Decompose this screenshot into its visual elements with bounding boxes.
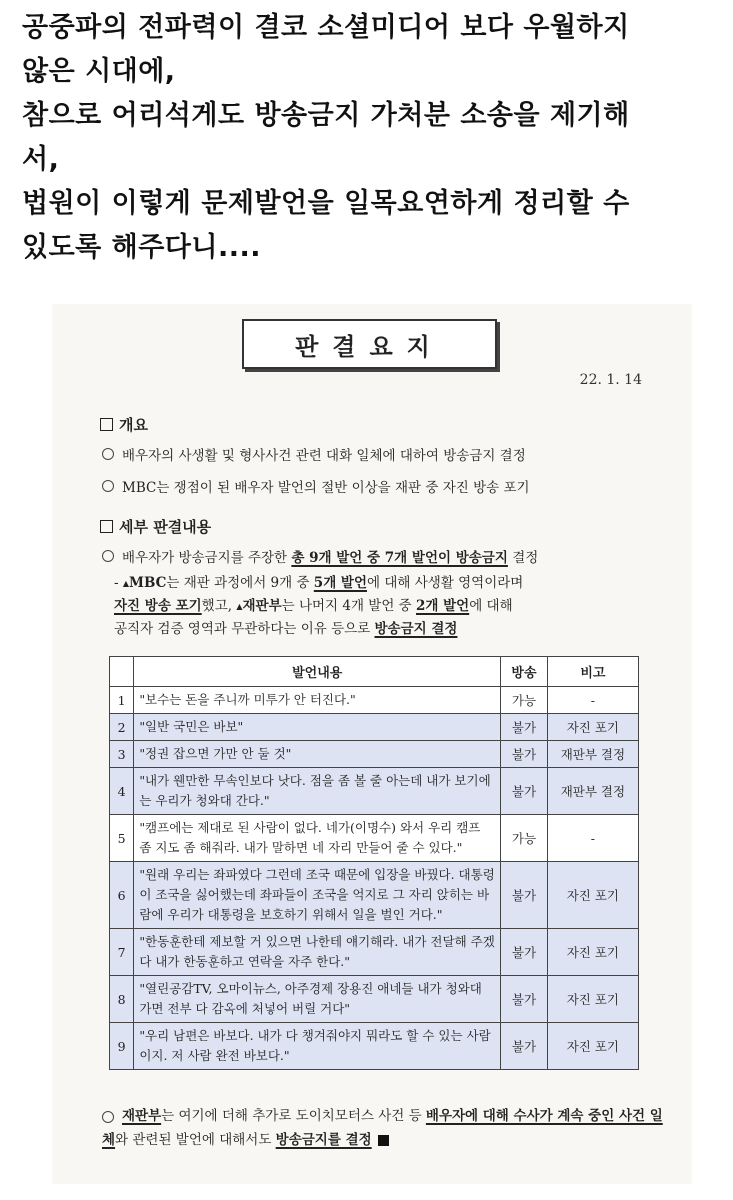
row-number: 4: [110, 768, 134, 815]
row-content: "일반 국민은 바보": [134, 714, 501, 741]
row-status: 불가: [501, 976, 548, 1023]
row-content: "보수는 돈을 주니까 미투가 안 터진다.": [134, 687, 501, 714]
triangle-marker-icon: ▲: [122, 579, 130, 588]
court-document-image: [52, 304, 692, 1184]
document-title: 판결요지: [242, 319, 497, 369]
row-status: 불가: [501, 768, 548, 815]
table-row: [110, 815, 639, 862]
row-number: 9: [110, 1023, 134, 1070]
document-date: 22. 1. 14: [579, 372, 642, 388]
row-content: "열린공감TV, 오마이뉴스, 아주경제 장용진 애네들 내가 청와대 가면 전부 다 감옥에 처넣어 버릴 거다": [134, 976, 501, 1023]
row-note: 자진 포기: [547, 976, 638, 1023]
row-status: 가능: [501, 687, 548, 714]
details-bullet: [102, 546, 538, 566]
row-number: 2: [110, 714, 134, 741]
details-bullet-text: 배우자가 방송금지를 주장한 총 9개 발언 중 7개 발언이 방송금지 결정: [122, 550, 539, 566]
row-status: 불가: [501, 862, 548, 929]
row-status: 불가: [501, 714, 548, 741]
circle-bullet-icon: [102, 480, 114, 492]
row-number: 6: [110, 862, 134, 929]
row-status: 불가: [501, 929, 548, 976]
section-details-heading: [100, 516, 211, 537]
row-note: -: [547, 815, 638, 862]
overview-bullet-text: 배우자의 사생활 및 형사사건 관련 대화 일체에 대하여 방송금지 결정: [122, 448, 526, 464]
row-note: 재판부 결정: [547, 741, 638, 768]
row-content: "내가 웬만한 무속인보다 낫다. 점을 좀 볼 줄 아는데 내가 보기에는 우리가 청와대 간다.": [134, 768, 501, 815]
header-note: 비고: [547, 657, 638, 687]
row-note: 자진 포기: [547, 929, 638, 976]
row-content: "원래 우리는 좌파였다 그런데 조국 때문에 입장을 바꿨다. 대통령이 조국을 싫어했는데 좌파들이 조국을 억지로 그 자리 앉히는 바람에 우리가 대통령을 보호하기 위해서 일을 벌인 거다.": [134, 862, 501, 929]
section-overview-label: 개요: [119, 416, 148, 434]
table-row: [110, 929, 639, 976]
overview-bullet: [102, 444, 526, 464]
statements-table: [109, 656, 639, 1070]
header-content: 발언내용: [134, 657, 501, 687]
row-content: "한동훈한테 제보할 거 있으면 나한테 얘기해라. 내가 전달해 주겠다 내가 한동훈하고 연락을 자주 한다.": [134, 929, 501, 976]
row-number: 5: [110, 815, 134, 862]
footer-paragraph: 재판부는 여기에 더해 추가로 도이치모터스 사건 등 배우자에 대해 수사가 계속 중인 사건 일체와 관련된 발언에 대해서도 방송금지를 결정: [102, 1108, 663, 1148]
post-caption: [22, 6, 722, 270]
table-row: [110, 741, 639, 768]
details-paragraph: - ▲MBC는 재판 과정에서 9개 중 5개 발언에 대해 사생활 영역이라며 자진 방송 포기했고, ▲재판부는 나머지 4개 발언 중 2개 발언에 대해 공직자 검증 영역과 무관하다는 이유 등으로 방송금지 결정: [114, 572, 674, 641]
row-status: 불가: [501, 1023, 548, 1070]
caption-line: 있도록 해주다니....: [22, 232, 262, 263]
header-status: 방송: [501, 657, 548, 687]
row-note: 자진 포기: [547, 1023, 638, 1070]
table-row: [110, 768, 639, 815]
row-number: 7: [110, 929, 134, 976]
table-row: [110, 714, 639, 741]
header-corner-cell: [110, 657, 134, 687]
section-details-label: 세부 판결내용: [119, 518, 212, 536]
end-square-icon: [378, 1135, 389, 1146]
row-status: 가능: [501, 815, 548, 862]
triangle-marker-icon: ▲: [236, 602, 243, 611]
square-bullet-icon: [100, 418, 113, 431]
row-number: 8: [110, 976, 134, 1023]
table-row: [110, 976, 639, 1023]
row-note: 자진 포기: [547, 862, 638, 929]
caption-line: 않은 시대에,: [22, 56, 176, 87]
table-row: [110, 862, 639, 929]
row-note: 재판부 결정: [547, 768, 638, 815]
overview-bullet-text: MBC는 쟁점이 된 배우자 발언의 절반 이상을 재판 중 자진 방송 포기: [122, 480, 530, 496]
circle-bullet-icon: [102, 1111, 114, 1123]
table-row: [110, 687, 639, 714]
row-content: "우리 남편은 바보다. 내가 다 챙겨줘야지 뭐라도 할 수 있는 사람이지. 저 사람 완전 바보다.": [134, 1023, 501, 1070]
circle-bullet-icon: [102, 550, 114, 562]
section-overview-heading: [100, 414, 148, 435]
row-number: 1: [110, 687, 134, 714]
caption-line: 공중파의 전파력이 결코 소셜미디어 보다 우월하지: [22, 12, 630, 43]
row-number: 3: [110, 741, 134, 768]
caption-line: 참으로 어리석게도 방송금지 가처분 소송을 제기해: [22, 100, 630, 131]
caption-line: 서,: [22, 144, 60, 175]
circle-bullet-icon: [102, 448, 114, 460]
overview-bullet: [102, 476, 530, 496]
caption-line: 법원이 이렇게 문제발언을 일목요연하게 정리할 수: [22, 188, 630, 219]
table-header-row: [110, 657, 639, 687]
square-bullet-icon: [100, 520, 113, 533]
row-content: "캠프에는 제대로 된 사람이 없다. 네가(이명수) 와서 우리 캠프 좀 지도 좀 해줘라. 내가 말하면 네 자리 만들어 줄 수 있다.": [134, 815, 501, 862]
row-content: "정권 잡으면 가만 안 둘 것": [134, 741, 501, 768]
row-status: 불가: [501, 741, 548, 768]
row-note: -: [547, 687, 638, 714]
table-row: [110, 1023, 639, 1070]
row-note: 자진 포기: [547, 714, 638, 741]
